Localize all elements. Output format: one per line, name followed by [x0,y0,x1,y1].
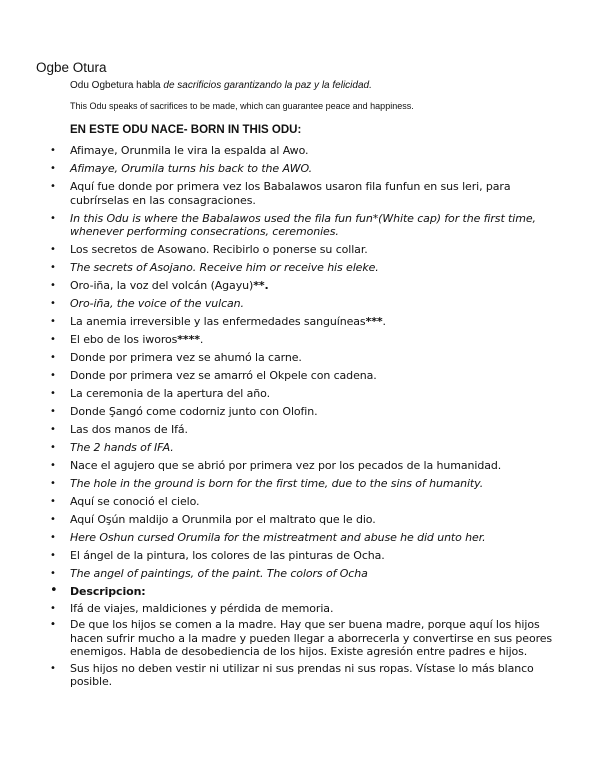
list-item-text: Las dos manos de Ifá. [70,423,188,436]
list-item-text: The hole in the ground is born for the first time, due to the sins of humanity. [70,477,484,490]
list-item [48,531,568,545]
description-item-text: De que los hijos se comen a la madre. Hay que ser buena madre, porque aquí los hijos hacen sufrir mucho a la madre y pueden llegar a aborrecerla y convertirse en sus peores enemigos. Habla de desobediencia de los hijos. Existe agresión entre padres e hijos. [70,618,553,658]
list-item-text: Oro-iña, the voice of the vulcan. [70,297,244,310]
list-item [48,180,568,207]
list-item-tail: . [199,333,204,346]
list-item [48,212,568,239]
list-item [48,423,568,437]
list-item [48,279,568,293]
description-item-text: Sus hijos no deben vestir ni utilizar ni sus prendas ni sus ropas. Vístase lo más blanco posible. [70,661,534,688]
intro-italic: de sacrificios garantizando la paz y la felicidad. [163,80,372,91]
list-item-text: The secrets of Asojano. Receive him or receive his eleke. [70,261,379,274]
intro-english: This Odu speaks of sacrifices to be made, which can guarantee peace and happiness. [70,101,414,111]
list-item [48,513,568,527]
list-item-text: Afimaye, Orumila turns his back to the AWO. [70,162,313,175]
list-item [48,387,568,401]
list-item-text: La anemia irreversible y las enfermedades sanguíneas [70,315,366,328]
list-item-text: Oro-iña, la voz del volcán (Agayu) [70,279,254,292]
list-item-text: El ebo de los iworos [70,333,178,346]
description-item [48,602,568,616]
description-item [48,662,568,689]
list-item-text: Donde por primera vez se ahumó la carne. [70,351,302,364]
list-item-text: Los secretos de Asowano. Recibirlo o ponerse su collar. [70,243,368,256]
list-item [48,144,568,158]
list-item-text: El ángel de la pintura, los colores de las pinturas de Ocha. [70,549,385,562]
list-item-text: Donde Şangó come codorniz junto con Olofin. [70,405,318,418]
page-title: Ogbe Otura [36,60,107,75]
list-item [48,567,568,581]
list-item-text: The angel of paintings, of the paint. The colors of Ocha [70,567,368,580]
list-item-tail: . [382,315,386,328]
description-heading-item [48,585,568,599]
list-item [48,333,568,347]
list-item-text: Nace el agujero que se abrió por primera vez por los pecados de la humanidad. [70,459,502,472]
list-item-text: Here Oshun cursed Orumila for the mistreatment and abuse he did unto her. [70,531,486,544]
list-item-text: Afimaye, Orunmila le vira la espalda al Awo. [70,144,309,157]
intro-prefix: Odu Ogbetura habla [70,80,164,91]
footnote-marker: *** [365,315,383,328]
list-item-text: Aquí Oşún maldijo a Orunmila por el maltrato que le dio. [70,513,376,526]
footnote-marker: **. [253,279,269,292]
list-item [48,495,568,509]
list-item [48,477,568,491]
born-in-odu-list [48,144,568,585]
description-heading: Descripcion: [70,585,146,598]
description-item-text: Ifá de viajes, maldiciones y pérdida de memoria. [70,601,334,615]
list-item-text: In this Odu is where the Babalawos used the fila fun fun*(White cap) for the first time, whenever performing consecrations, ceremonies. [70,211,536,238]
list-item [48,243,568,257]
list-item [48,162,568,176]
list-item [48,369,568,383]
list-item [48,297,568,311]
description-item [48,618,568,659]
list-item-text: Aquí se conoció el cielo. [70,495,200,508]
list-item-text: Aquí fue donde por primera vez los Babalawos usaron fila funfun en sus leri, para cubrírselas en las consagraciones. [70,180,511,207]
list-item [48,441,568,455]
list-item [48,261,568,275]
section-heading: EN ESTE ODU NACE- BORN IN THIS ODU: [70,124,302,136]
list-item [48,315,568,329]
list-item [48,351,568,365]
description-list [48,585,568,692]
list-item [48,405,568,419]
list-item-text: La ceremonia de la apertura del año. [70,387,270,400]
list-item [48,549,568,563]
list-item [48,459,568,473]
footnote-marker: **** [177,333,200,346]
list-item-text: Donde por primera vez se amarró el Okpele con cadena. [70,369,377,382]
list-item-text: The 2 hands of IFA. [70,441,174,454]
intro-spanish [70,80,590,91]
